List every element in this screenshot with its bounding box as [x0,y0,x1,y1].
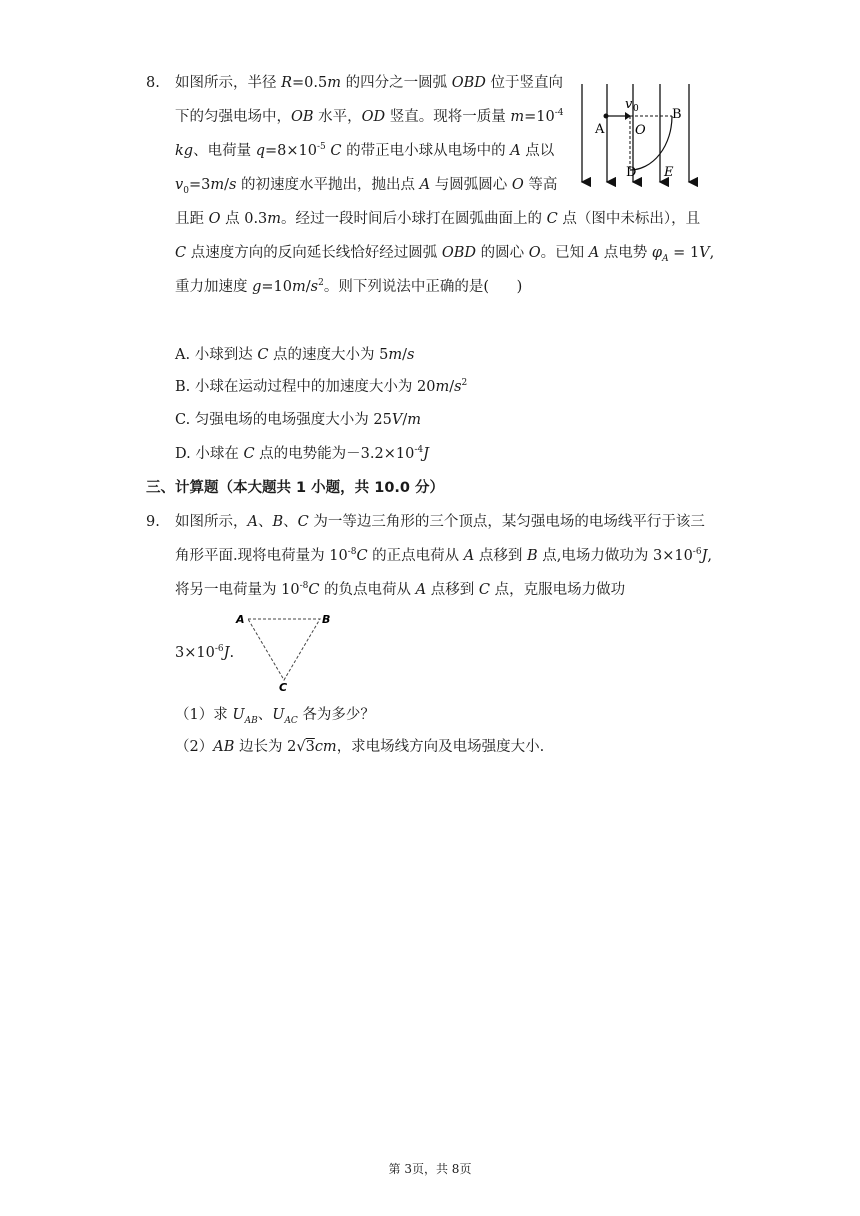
label-a: A [595,122,605,137]
q8-line-3: kg、电荷量 $q=8\times 10^{-5}$ C 的带正电小球从电场中的 A 点以 [175,142,555,159]
q8-line-2: 下的匀强电场中，OB 水平，OD 竖直。现将一质量 $m=10^{-4}$ [175,108,564,125]
q8-option-c[interactable]: C. 匀强电场的电场强度大小为 25V/m [175,412,421,428]
q9-line-3: 将另一电荷量为 $10^{-8}C$ 的负点电荷从 A 点移到 C 点，克服电场力做功 [175,581,626,598]
q8-line-6: C 点速度方向的反向延长线恰好经过圆弧 OBD 的圆心 O。已知 A 点电势 $\varphi_A = 1V$, [175,245,715,264]
ball-a [604,114,609,119]
page-footer: 第 3页，共 8页 [388,1162,472,1176]
q8-option-b[interactable]: B. 小球在运动过程中的加速度大小为 $20m/s^2$ [175,378,468,395]
q9-triangle-diagram [234,610,334,692]
label-v0: v [625,97,633,112]
q8-option-d[interactable]: D. 小球在 C 点的电势能为$-3.2\times 10^{-4}J$ [175,445,429,462]
q8-field-diagram [575,82,705,192]
q8-option-a[interactable]: A. 小球到达 C 点的速度大小为 5m/s [175,347,415,363]
label-vertex-b: B [322,613,331,626]
label-vertex-c: C [279,681,288,692]
q9-subquestion-2: （2）AB 边长为 2√3cm，求电场线方向及电场强度大小. [175,739,545,755]
label-o: O [635,123,646,138]
option-label: A. [175,347,191,363]
q9-subquestion-1: （1）求 $U_{AB}$、$U_{AC}$ 各为多少？ [175,707,375,726]
q9-line-1: 如图所示，A、B、C 为一等边三角形的三个顶点，某匀强电场的电场线平行于该三 [175,514,705,530]
q8-line-5: 且距 O 点 0.3m。经过一段时间后小球打在圆弧曲面上的 C 点（图中未标出），且 [175,211,701,227]
triangle-abc [248,619,320,680]
label-e: E [664,165,674,180]
q8-number: 8. [146,75,160,91]
label-vertex-a: A [236,613,245,626]
q9-number: 9. [146,514,160,530]
q8-line-1: 如图所示，半径 R=0.5m 的四分之一圆弧 OBD 位于竖直向 [175,75,563,91]
svg-text:0: 0 [633,104,639,114]
label-b: B [672,107,682,122]
q9-line-2: 角形平面.现将电荷量为 $10^{-8}C$ 的正点电荷从 A 点移到 B 点,电场力做功为 $3\times 10^{-6}J$, [175,547,713,564]
section-3-heading: 三、计算题（本大题共 1 小题，共 10.0 分） [146,480,445,496]
option-label: D. [175,446,191,462]
option-label: C. [175,412,191,428]
label-d: D [626,165,637,180]
q8-line-4: $v_0=3m/s$ 的初速度水平抛出，抛出点 A 与圆弧圆心 O 等高 [175,177,558,196]
q9-line-4: $3\times 10^{-6}J$. [175,644,235,661]
q8-line-7: 重力加速度 $g=10m/s^2$。则下列说法中正确的是( ) [175,278,523,295]
option-label: B. [175,379,191,395]
